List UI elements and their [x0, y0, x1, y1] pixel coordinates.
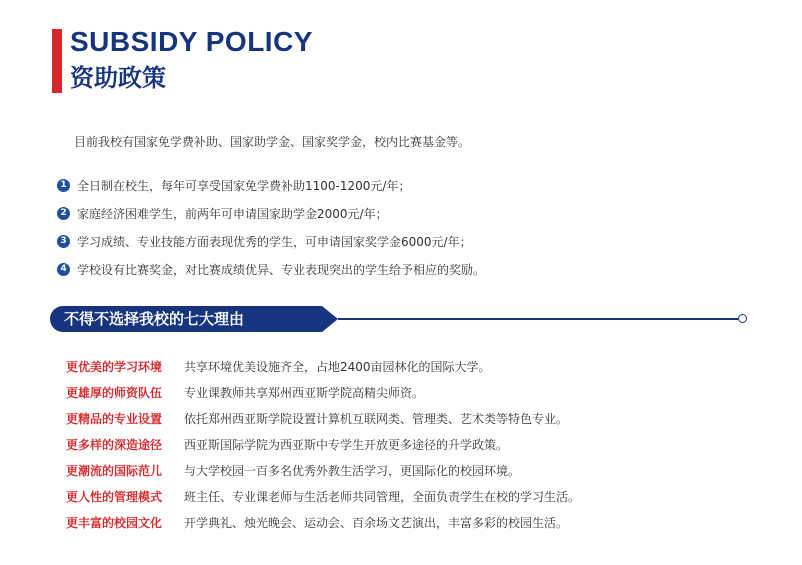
- circle-icon: [738, 314, 747, 323]
- reason-text: 开学典礼、烛光晚会、运动会、百余场文艺演出，丰富多彩的校园生活。: [184, 515, 569, 530]
- list-item: [66, 457, 580, 483]
- policy-list: [57, 171, 485, 283]
- reason-text: 共享环境优美设施齐全，占地2400亩园林化的国际大学。: [184, 359, 491, 374]
- number-badge-icon: 2: [57, 207, 70, 220]
- reason-title: 更人性的管理模式: [66, 489, 163, 504]
- reason-title: 更潮流的国际范儿: [66, 463, 163, 478]
- reason-text: 专业课教师共享郑州西亚斯学院高精尖师资。: [184, 385, 425, 400]
- reason-text: 班主任、专业课老师与生活老师共同管理，全面负责学生在校的学习生活。: [184, 489, 581, 504]
- list-item: [66, 483, 580, 509]
- reason-title: 更精品的专业设置: [66, 411, 163, 426]
- reasons-list: [66, 353, 580, 535]
- list-item: [57, 255, 485, 283]
- policy-text: 全日制在校生，每年可享受国家免学费补助1100-1200元/年；: [77, 178, 411, 193]
- title-accent-bar: [52, 29, 62, 93]
- number-badge-icon: 1: [57, 179, 70, 192]
- list-item: [57, 171, 485, 199]
- page-title-cn: 资助政策: [70, 64, 166, 92]
- page-title-en: SUBSIDY POLICY: [70, 26, 313, 57]
- policy-text: 家庭经济困难学生，前两年可申请国家助学金2000元/年；: [77, 206, 388, 221]
- list-item: [66, 431, 580, 457]
- divider-line: [338, 318, 738, 320]
- policy-text: 学校设有比赛奖金，对比赛成绩优异、专业表现突出的学生给予相应的奖励。: [77, 262, 486, 277]
- reason-text: 与大学校园一百多名优秀外教生活学习，更国际化的校园环境。: [184, 463, 521, 478]
- reason-text: 依托郑州西亚斯学院设置计算机互联网类、管理类、艺术类等特色专业。: [184, 411, 569, 426]
- policy-text: 学习成绩、专业技能方面表现优秀的学生，可申请国家奖学金6000元/年；: [77, 234, 472, 249]
- reason-text: 西亚斯国际学院为西亚斯中专学生开放更多途径的升学政策。: [184, 437, 509, 452]
- reason-title: 更多样的深造途径: [66, 437, 163, 452]
- list-item: [66, 379, 580, 405]
- list-item: [57, 199, 485, 227]
- reason-title: 更优美的学习环境: [66, 359, 163, 374]
- list-item: [66, 509, 580, 535]
- list-item: [66, 405, 580, 431]
- reason-title: 更丰富的校园文化: [66, 515, 163, 530]
- section-title: 不得不选择我校的七大理由: [50, 306, 322, 332]
- reason-title: 更雄厚的师资队伍: [66, 385, 163, 400]
- number-badge-icon: 4: [57, 263, 70, 276]
- list-item: [57, 227, 485, 255]
- intro-text: 目前我校有国家免学费补助、国家助学金、国家奖学金，校内比赛基金等。: [74, 135, 471, 149]
- list-item: [66, 353, 580, 379]
- section-header: [50, 306, 750, 332]
- number-badge-icon: 3: [57, 235, 70, 248]
- arrow-icon: [322, 306, 338, 332]
